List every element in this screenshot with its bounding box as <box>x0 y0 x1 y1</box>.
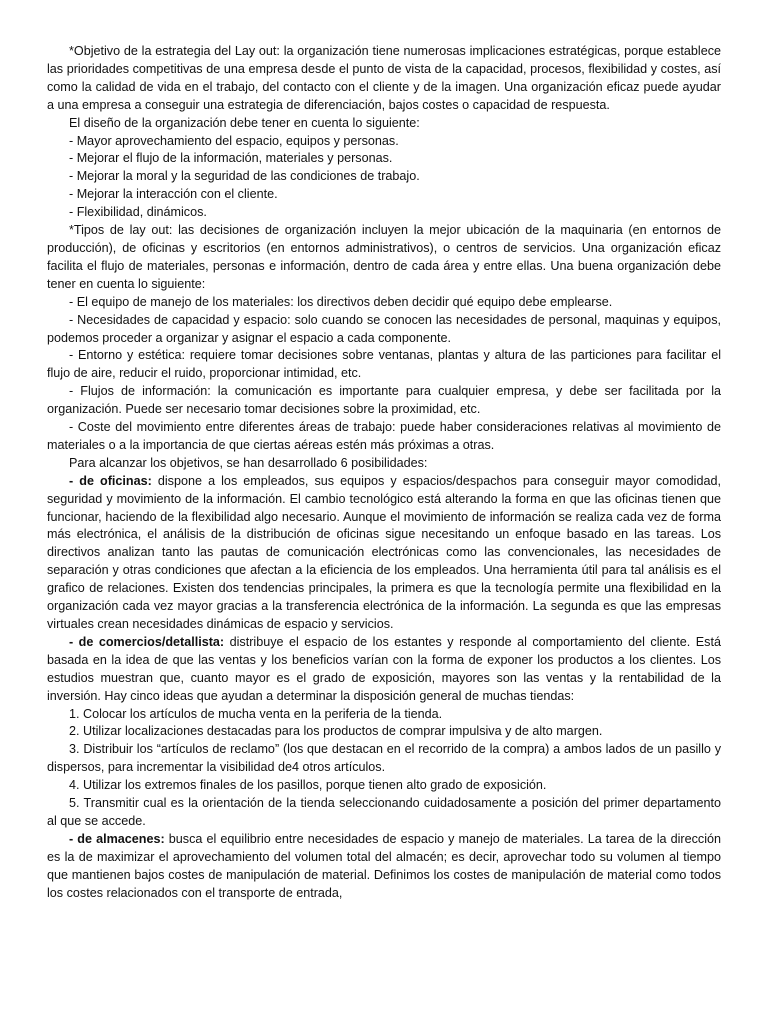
list-item-flujos-informacion: - Flujos de información: la comunicación es importante para cualquier empresa, y debe ser facilitada por la organización. Puede ser necesario tomar decisiones sobre la proximidad, etc. <box>47 384 721 417</box>
almacenes-lead: - de almacenes: <box>69 831 165 846</box>
paragraph-diseno-intro: El diseño de la organización debe tener en cuenta lo siguiente: <box>69 115 420 130</box>
list-item-aprovechamiento: - Mayor aprovechamiento del espacio, equipos y personas. <box>69 133 399 148</box>
list-item-capacidad-espacio: - Necesidades de capacidad y espacio: solo cuando se conocen las necesidades de personal, maquinas y equipos, podemos proceder a organizar y asignar el espacio a cada componente. <box>47 312 721 345</box>
list-item-equipo-manejo: - El equipo de manejo de los materiales: los directivos deben decidir qué equipo debe emplearse. <box>69 294 613 309</box>
paragraph-oficinas <box>47 473 721 634</box>
idea-item-3: 3. Distribuir los “artículos de reclamo” (los que destacan en el recorrido de la compra) a ambos lados de un pasillo y dispersos, para incrementar la visibilidad de4 otros artículos. <box>47 742 721 775</box>
list-item-coste-movimiento: - Coste del movimiento entre diferentes áreas de trabajo: puede haber consideraciones relativas al movimiento de materiales o a la importancia de que ciertas aéreas estén más próximas a otras. <box>47 420 721 452</box>
paragraph-almacenes <box>47 831 721 903</box>
comercios-text: distribuye el espacio de los estantes y responde al comportamiento del cliente. Está basada en la idea de que las ventas y los beneficios varían con la forma de exponer los productos a los clientes. Los estudios muestran que, cuanto mayor es el grado de exposición, mayores son las ventas y la rentabilidad de la inversión. Hay cinco ideas que ayudan a determinar la disposición general de muchas tiendas: <box>47 634 721 703</box>
paragraph-posibilidades: Para alcanzar los objetivos, se han desarrollado 6 posibilidades: <box>69 455 428 470</box>
document-page <box>47 43 721 903</box>
comercios-lead: - de comercios/detallista: <box>69 634 225 649</box>
idea-item-1: 1. Colocar los artículos de mucha venta en la periferia de la tienda. <box>69 706 443 721</box>
list-item-entorno: - Entorno y estética: requiere tomar decisiones sobre ventanas, plantas y altura de las particiones para facilitar el flujo de aire, reducir el ruido, proporcionar intimidad, etc. <box>47 348 721 381</box>
paragraph-objetivo: *Objetivo de la estrategia del Lay out: la organización tiene numerosas implicaciones estratégicas, porque establece las prioridades competitivas de una empresa desde el punto de vista de la capacidad, procesos, flexibilidad y costes, así como la calidad de vida en el trabajo, del contacto con el cliente y de la imagen. Una organización eficaz puede ayudar a una empresa a conseguir una estrategia de diferenciación, bajos costes o capacidad de respuesta. <box>47 44 721 112</box>
oficinas-lead: - de oficinas: <box>69 473 152 488</box>
idea-item-5: 5. Transmitir cual es la orientación de la tienda seleccionando cuidadosamente a posición del primer departamento al que se accede. <box>47 796 721 828</box>
list-item-interaccion: - Mejorar la interacción con el cliente. <box>69 187 278 202</box>
list-item-moral: - Mejorar la moral y la seguridad de las condiciones de trabajo. <box>69 169 420 184</box>
oficinas-text: dispone a los empleados, sus equipos y espacios/despachos para conseguir mayor comodidad, seguridad y movimiento de la información. El cambio tecnológico está alterando la forma en que las oficinas tienen que funcionar, haciendo de la flexibilidad algo necesario. Aunque el movimiento de información se realiza cada vez de forma más electrónica, el análisis de la distribución de oficinas sigue necesitando un enfoque basado en las tareas. Los directivos analizan tanto las pautas de comunicación electrónicas como las convencionales, las necesidades de separación y otras condiciones que afectan a la eficiencia de los empleados. Una herramienta útil para tal análisis es el grafico de relaciones. Existen dos tendencias principales, la primera es que la tecnología permite una flexibilidad en la organización cada vez mayor gracias a la transferencia electrónica de la información. La segunda es que las empresas virtuales crean necesidades dinámicas de espacio y servicios. <box>47 473 721 631</box>
almacenes-text: busca el equilibrio entre necesidades de espacio y manejo de materiales. La tarea de la dirección es la de maximizar el aprovechamiento del volumen total del almacén; es decir, aprovechar todo su volumen al tiempo que mantienen bajos costes de manipulación de material. Definimos los costes de manipulación de material como todos los costes relacionados con el transporte de entrada, <box>47 831 722 900</box>
idea-item-4: 4. Utilizar los extremos finales de los pasillos, porque tienen alto grado de exposición. <box>69 778 547 793</box>
list-item-flexibilidad: - Flexibilidad, dinámicos. <box>69 205 207 220</box>
paragraph-tipos: *Tipos de lay out: las decisiones de organización incluyen la mejor ubicación de la maquinaria (en entornos de producción), de oficinas y escritorios (en entornos administrativos), o centros de servicios. Una organización eficaz facilita el flujo de materiales, personas e información, dentro de cada área y entre ellas. Una buena organización debe tener en cuenta lo siguiente: <box>47 223 721 291</box>
list-item-flujo: - Mejorar el flujo de la información, materiales y personas. <box>69 151 393 166</box>
idea-item-2: 2. Utilizar localizaciones destacadas para los productos de comprar impulsiva y de alto margen. <box>69 724 603 739</box>
paragraph-comercios <box>47 634 721 706</box>
